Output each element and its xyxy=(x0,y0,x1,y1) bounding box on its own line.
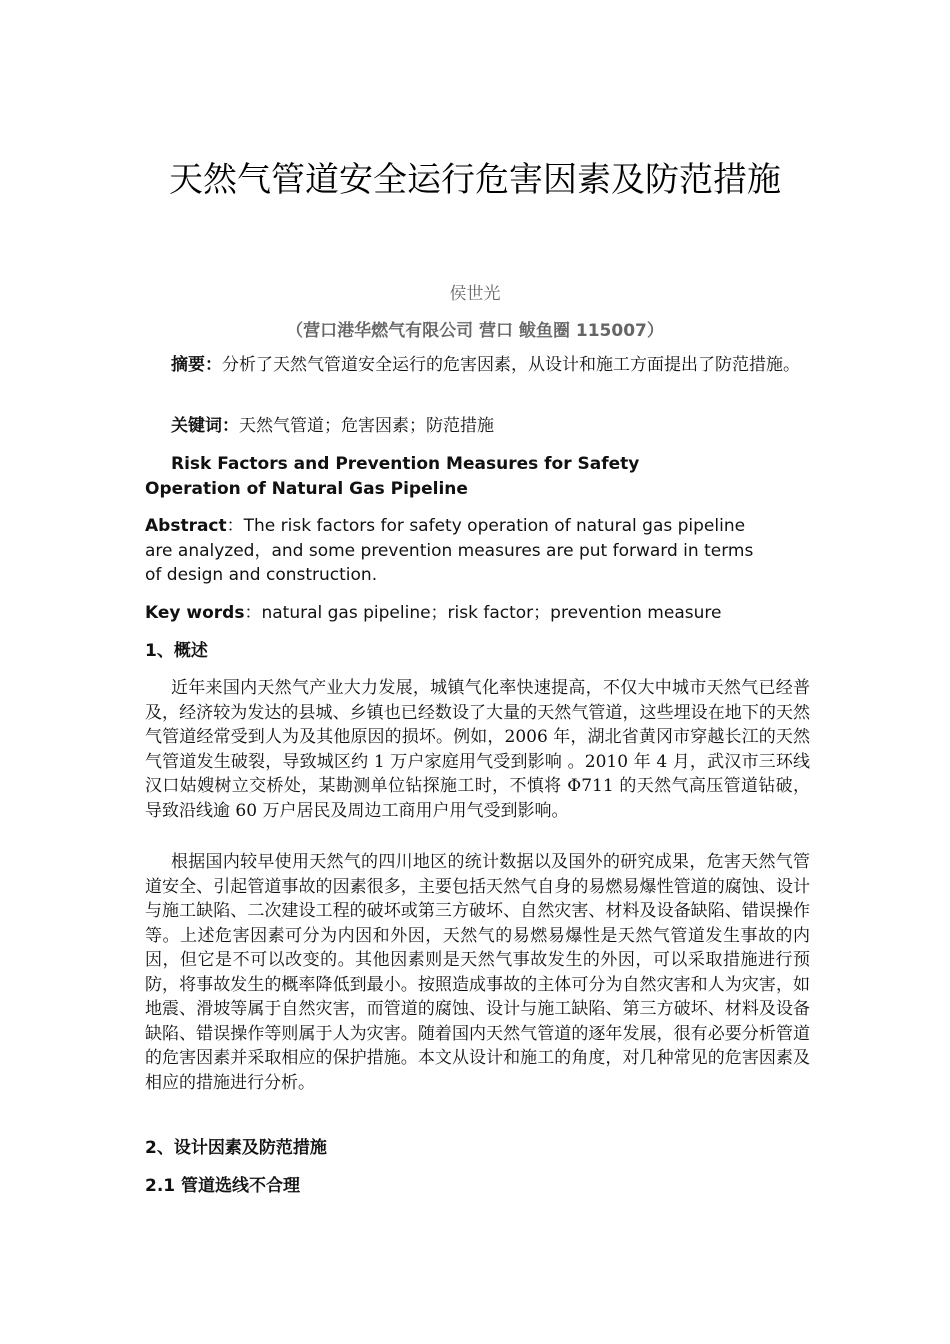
abstract-en-text: ：The risk factors for safety operation of natural gas pipeline are analyzed，and some prevention measures are put forward in terms of design and construction. xyxy=(145,516,754,585)
section-1-paragraph-1: 近年来国内天然气产业大力发展，城镇气化率快速提高，不仅大中城市天然气已经普及，经济较为发达的县城、乡镇也已经数设了大量的天然气管道，这些埋设在地下的天然气管道经常受到人为及其他原因的损坏。例如，2006 年，湖北省黄冈市穿越长江的天然气管道发生破裂，导致城区约 1 万户家庭用气受到影响 。2010 年 4 月，武汉市三环线汉口姑嫂树立交桥处，某勘测单位钻探施工时，不慎将 Φ711 的天然气高压管道钻破，导致沿线逾 60 万户居民及周边工商用户用气受到影响。 xyxy=(145,678,810,821)
abstract-en xyxy=(145,514,755,588)
abstract-cn-label: 摘要： xyxy=(171,355,222,375)
author-name: 侯世光 xyxy=(449,284,501,304)
section-2-1-heading: 2.1 管道选线不合理 xyxy=(145,1176,301,1196)
keywords-cn xyxy=(145,414,810,439)
abstract-cn-text: 分析了天然气管道安全运行的危害因素，从设计和施工方面提出了防范措施。 xyxy=(222,355,800,375)
section-1-paragraph-2: 根据国内较早使用天然气的四川地区的统计数据以及国外的研究成果，危害天然气管道安全、引起管道事故的因素很多，主要包括天然气自身的易燃易爆性管道的腐蚀、设计与施工缺陷、二次建设工程的破坏或第三方破坏、自然灾害、材料及设备缺陷、错误操作等。上述危害因素可分为内因和外因，天然气的易燃易爆性是天然气管道发生事故的内因，但它是不可以改变的。其他因素则是天然气事故发生的外因，可以采取措施进行预防，将事故发生的概率降低到最小。按照造成事故的主体可分为自然灾害和人为灾害，如地震、滑坡等属于自然灾害，而管道的腐蚀、设计与施工缺陷、第三方破坏、材料及设备缺陷、错误操作等则属于人为灾害。随着国内天然气管道的逐年发展，很有必要分析管道的危害因素并采取相应的保护措施。本文从设计和施工的角度，对几种常见的危害因素及相应的措施进行分析。 xyxy=(145,852,810,1093)
section-2-heading: 2、设计因素及防范措施 xyxy=(145,1138,327,1158)
keywords-cn-text: 天然气管道；危害因素；防范措施 xyxy=(239,416,494,436)
english-title: Risk Factors and Prevention Measures for Safety Operation of Natural Gas Pipeline xyxy=(145,454,640,499)
paper-title: 天然气管道安全运行危害因素及防范措施 xyxy=(169,160,781,200)
keywords-en-text: ：natural gas pipeline；risk factor；prevention measure xyxy=(244,603,722,623)
abstract-en-label: Abstract xyxy=(145,516,227,536)
keywords-en xyxy=(145,601,845,626)
section-1-heading: 1、概述 xyxy=(145,641,208,661)
keywords-cn-label: 关键词： xyxy=(171,416,239,436)
abstract-cn xyxy=(145,353,810,378)
author-affiliation: （营口港华燃气有限公司 营口 鲅鱼圈 115007） xyxy=(286,321,664,341)
keywords-en-label: Key words xyxy=(145,603,245,623)
